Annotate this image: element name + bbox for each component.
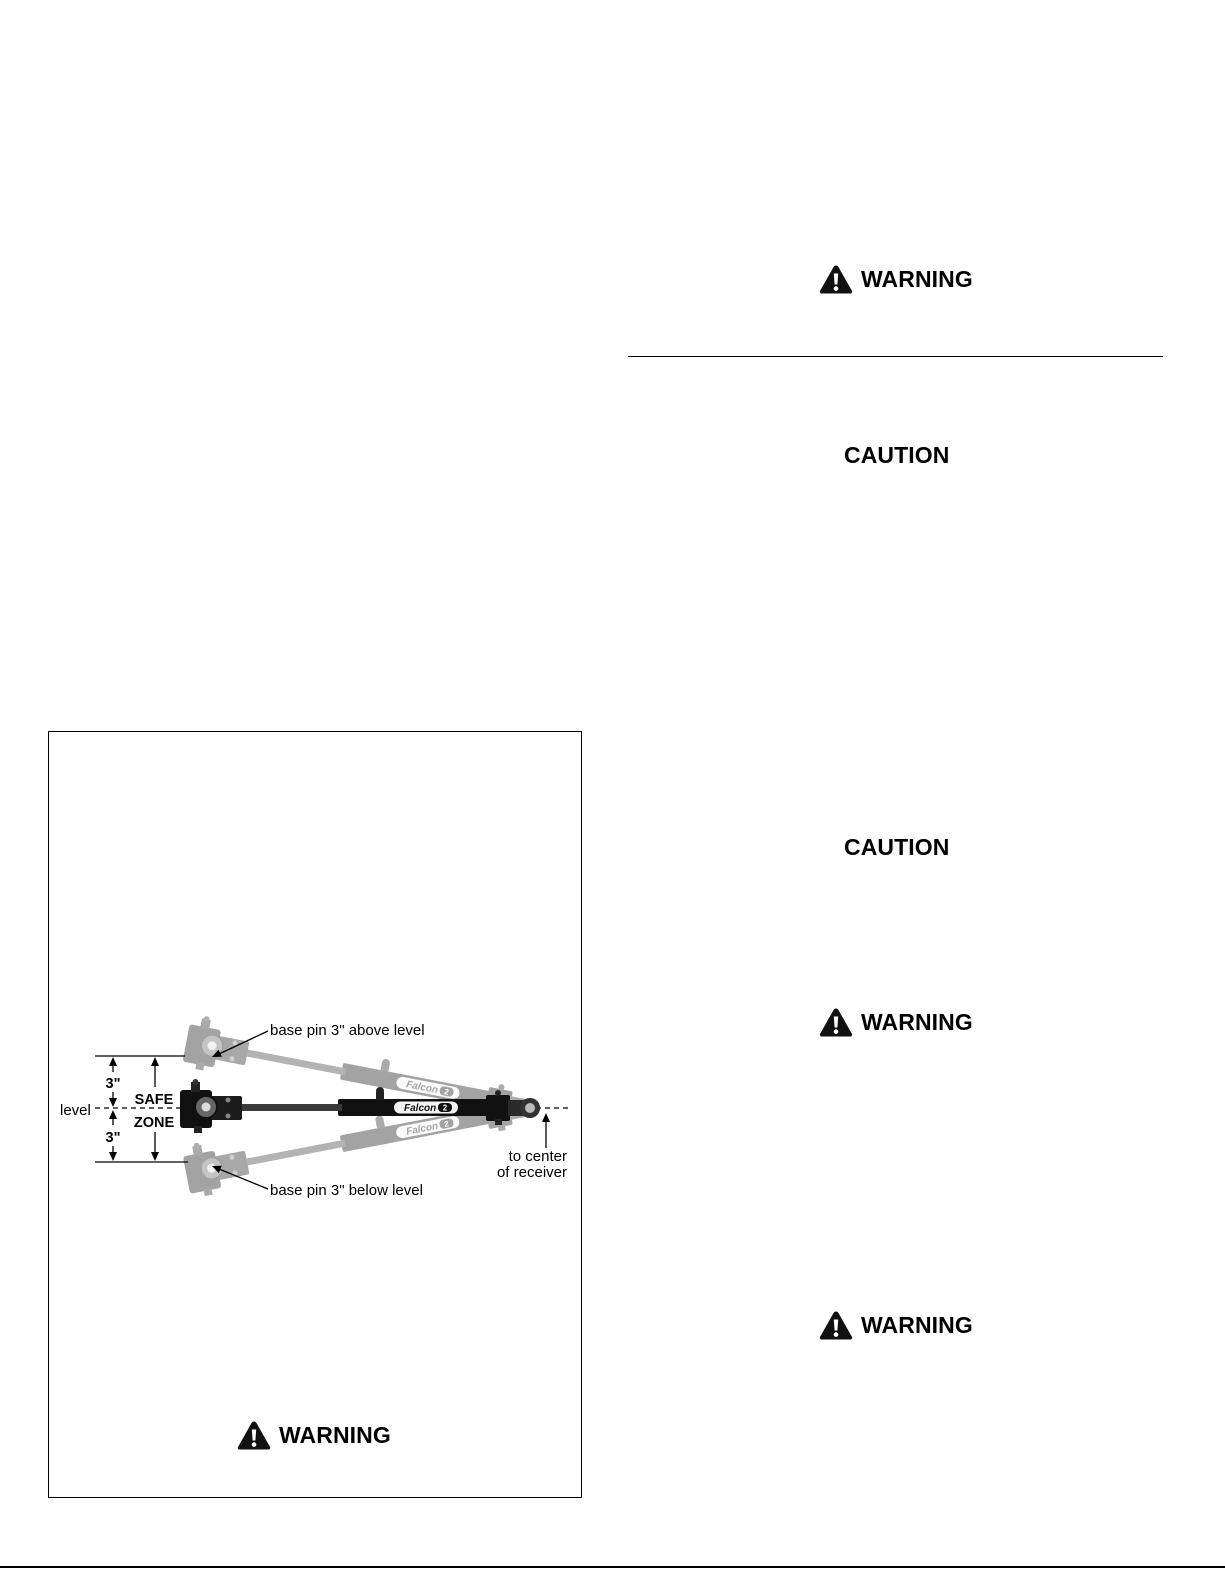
caution-heading-lower [844, 831, 949, 863]
caution-heading-text: CAUTION [844, 833, 950, 860]
warning-heading-text: WARNING [861, 265, 973, 292]
page-bottom-rule [0, 1566, 1225, 1568]
dimension-upper-label: 3" [105, 1076, 121, 1092]
figure-box [48, 731, 582, 1498]
safe-zone-label-line1: SAFE [134, 1092, 174, 1108]
warning-heading-text: WARNING [279, 1421, 391, 1448]
safe-zone-label-line2: ZONE [133, 1115, 175, 1131]
warning-heading-text: WARNING [861, 1311, 973, 1338]
warning-heading-text: WARNING [861, 1008, 973, 1035]
safe-zone-dimension [134, 1057, 175, 1161]
warning-triangle-icon [819, 1007, 853, 1038]
section-divider [628, 356, 1163, 357]
dimension-lower-label: 3" [105, 1130, 121, 1146]
warning-heading-bottom [819, 1309, 973, 1341]
brand-logo-number: 2 [442, 1103, 448, 1113]
tow-bar-level [180, 1079, 540, 1133]
callout-above-level-text: base pin 3" above level [270, 1022, 425, 1039]
callout-below-level-text: base pin 3" below level [270, 1182, 423, 1199]
brand-logo-number: 2 [443, 1087, 450, 1097]
caution-heading-upper [844, 439, 949, 471]
warning-triangle-icon [237, 1420, 271, 1451]
dimension-upper [106, 1057, 121, 1107]
warning-triangle-icon [819, 264, 853, 295]
dimension-lower [106, 1110, 121, 1161]
brand-logo-number: 2 [443, 1119, 450, 1129]
receiver-label-line2: of receiver [496, 1164, 567, 1181]
figure-warning-heading [237, 1419, 391, 1451]
tow-bar-safe-zone-diagram [48, 1000, 582, 1220]
receiver-label-line1: to center [508, 1148, 567, 1165]
brand-logo-text: Falcon [405, 1120, 440, 1138]
warning-triangle-icon [819, 1310, 853, 1341]
level-label: level [60, 1102, 91, 1119]
brand-logo-text: Falcon [405, 1079, 439, 1097]
warning-heading-middle [819, 1006, 973, 1038]
brand-logo-text: Falcon [404, 1103, 437, 1114]
caution-heading-text: CAUTION [844, 441, 950, 468]
warning-heading-top [819, 263, 973, 295]
